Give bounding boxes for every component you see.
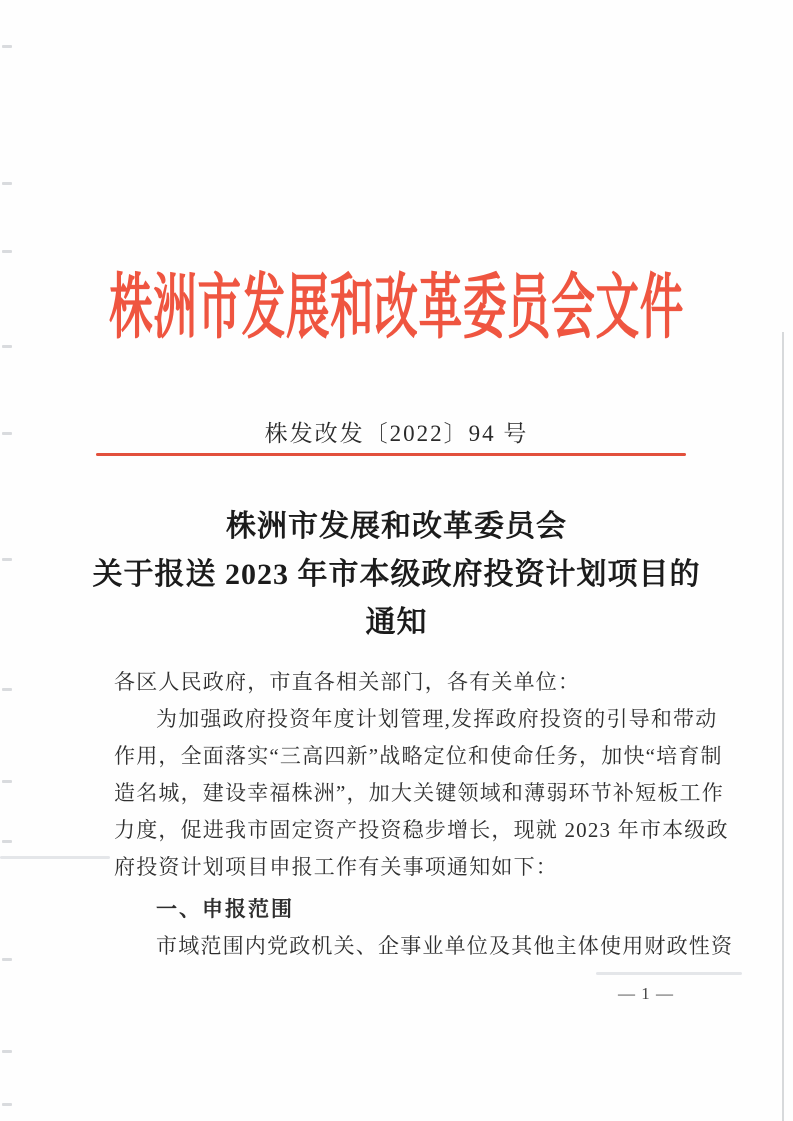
scan-mark xyxy=(2,432,12,435)
document-header-title: 株洲市发展和改革委员会文件 xyxy=(109,268,684,347)
scan-mark xyxy=(2,1103,12,1106)
scan-smudge xyxy=(596,972,742,975)
body-line: 作用，全面落实“三高四新”战略定位和使命任务，加快“培育制 xyxy=(114,744,723,768)
document-header xyxy=(0,256,793,347)
scan-mark xyxy=(2,558,12,561)
page-number: — 1 — xyxy=(618,984,674,1003)
scan-mark xyxy=(2,250,12,253)
document-body xyxy=(114,664,734,965)
body-line: 各区人民政府，市直各相关部门，各有关单位： xyxy=(114,670,581,694)
scan-page-edge-line xyxy=(782,332,784,1121)
scan-mark xyxy=(2,840,12,843)
scan-mark xyxy=(2,182,12,185)
scan-mark xyxy=(2,780,12,783)
body-line: 市域范围内党政机关、企事业单位及其他主体使用财政性资 xyxy=(156,934,734,958)
title-line-2: 关于报送 2023 年市本级政府投资计划项目的 xyxy=(92,558,701,591)
scan-mark xyxy=(2,958,12,961)
body-line: 力度，促进我市固定资产投资稳步增长，现就 2023 年市本级政 xyxy=(114,818,729,842)
document-title xyxy=(0,503,793,647)
scan-mark xyxy=(2,45,12,48)
body-line: 府投资计划项目申报工作有关事项通知如下： xyxy=(114,855,558,879)
body-line: 造名城，建设幸福株洲”，加大关键领域和薄弱环节补短板工作 xyxy=(114,781,724,805)
scan-smudge xyxy=(0,856,110,859)
title-line-1: 株洲市发展和改革委员会 xyxy=(226,510,567,543)
section-heading: 一、申报范围 xyxy=(156,898,294,921)
scan-mark xyxy=(2,1050,12,1053)
body-line: 为加强政府投资年度计划管理,发挥政府投资的引导和带动 xyxy=(156,707,718,731)
scan-mark xyxy=(2,345,12,348)
title-line-3: 通知 xyxy=(365,606,428,639)
doc-number: 株发改发〔2022〕94 号 xyxy=(264,421,529,446)
red-divider-line xyxy=(96,453,686,456)
scan-mark xyxy=(2,688,12,691)
